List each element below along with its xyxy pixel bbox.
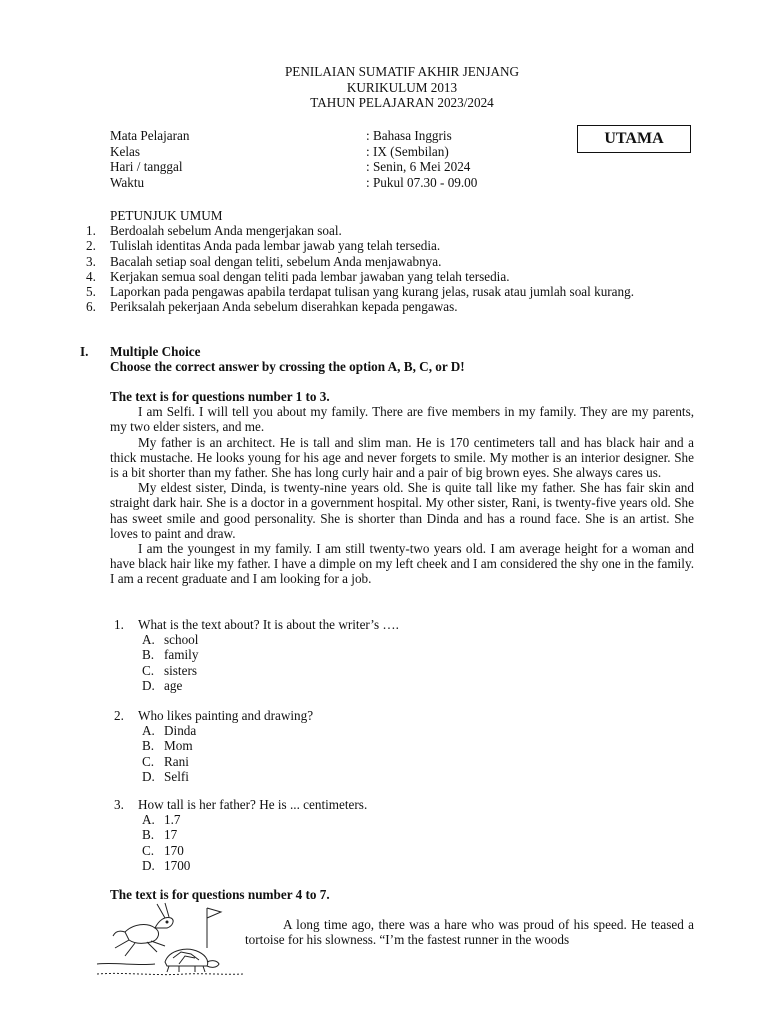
option-b[interactable] bbox=[114, 827, 514, 842]
info-value: : Bahasa Inggris bbox=[366, 128, 452, 143]
info-row-date bbox=[110, 159, 477, 175]
option-text: family bbox=[164, 647, 199, 663]
text-title: The text is for questions number 1 to 3. bbox=[110, 389, 330, 404]
option-letter: C. bbox=[142, 662, 155, 678]
question-text: How tall is her father? He is ... centimeters. bbox=[138, 797, 368, 812]
option-letter: C. bbox=[142, 842, 155, 858]
info-label: Kelas bbox=[110, 143, 141, 159]
question-1 bbox=[114, 617, 514, 693]
header-year: TAHUN PELAJARAN 2023/2024 bbox=[310, 95, 494, 110]
item-number: 3. bbox=[86, 253, 96, 269]
option-letter: D. bbox=[142, 677, 155, 693]
question-stem bbox=[114, 617, 514, 632]
item-text: Tulislah identitas Anda pada lembar jawab yang telah tersedia. bbox=[110, 238, 441, 254]
item-number: 4. bbox=[86, 268, 96, 284]
question-3 bbox=[114, 797, 514, 873]
section-title: Multiple Choice bbox=[110, 344, 201, 359]
option-letter: A. bbox=[142, 812, 155, 828]
option-d[interactable] bbox=[114, 678, 514, 693]
option-text: sisters bbox=[164, 662, 197, 678]
question-number: 3. bbox=[114, 797, 124, 812]
info-label: Mata Pelajaran bbox=[110, 128, 190, 143]
question-stem bbox=[114, 797, 514, 812]
option-c[interactable] bbox=[114, 843, 514, 858]
info-label: Hari / tanggal bbox=[110, 159, 183, 175]
item-text: Laporkan pada pengawas apabila terdapat tulisan yang kurang jelas, rusak atau jumlah soal kurang. bbox=[110, 284, 635, 299]
text-2-title: The text is for questions number 4 to 7. bbox=[110, 887, 330, 902]
paragraph: I am Selfi. I will tell you about my family. There are five members in my family. They are my parents, my two elder sisters, and me. bbox=[110, 404, 694, 435]
paragraph: My father is an architect. He is tall and slim man. He is 170 centimeters tall and has black hair and a thick mustache. He looks young for his age and never forgets to smile. My mother is an interior designer. She is a bit shorter than my father. She has long curly hair and a pair of big brown eyes. She always cares us. bbox=[110, 434, 694, 480]
instructions-title: PETUNJUK UMUM bbox=[110, 208, 223, 223]
item-number: 2. bbox=[86, 238, 96, 254]
option-a[interactable] bbox=[114, 723, 514, 738]
section-number: I. bbox=[80, 344, 89, 359]
option-letter: A. bbox=[142, 723, 155, 739]
list-item bbox=[86, 238, 694, 253]
option-letter: D. bbox=[142, 768, 155, 784]
option-letter: B. bbox=[142, 738, 155, 754]
info-row-class bbox=[110, 144, 477, 160]
option-text: 1.7 bbox=[164, 812, 181, 828]
item-number: 6. bbox=[86, 299, 96, 315]
info-value: : Pukul 07.30 - 09.00 bbox=[366, 174, 478, 190]
item-text: Kerjakan semua soal dengan teliti pada lembar jawaban yang telah tersedia. bbox=[110, 268, 510, 284]
paragraph: A long time ago, there was a hare who was proud of his speed. He teased a tortoise for his slowness. “I’m the fastest runner in the woods bbox=[245, 917, 694, 948]
option-a[interactable] bbox=[114, 632, 514, 647]
option-d[interactable] bbox=[114, 769, 514, 784]
option-text: age bbox=[164, 677, 183, 693]
info-value: : Senin, 6 Mei 2024 bbox=[366, 159, 471, 175]
info-row-subject bbox=[110, 128, 477, 144]
paragraph: I am the youngest in my family. I am still twenty-two years old. I am average height for a woman and have black hair like my father. I have a dimple on my left cheek and I am considered the shy one in the family. I am a recent graduate and I am looking for a job. bbox=[110, 541, 694, 587]
paragraph: My eldest sister, Dinda, is twenty-nine years old. She is quite tall like my father. She has fair skin and straight dark hair. She is a doctor in a government hospital. My other sister, Rani, is twenty-five years old. She has sweet smile and good personality. She is shorter than Dinda and has a round face. She is an artist. She loves to paint and draw. bbox=[110, 480, 694, 541]
option-letter: B. bbox=[142, 827, 155, 843]
option-text: Rani bbox=[164, 753, 189, 769]
section-multiple-choice bbox=[80, 344, 694, 374]
header-title: PENILAIAN SUMATIF AKHIR JENJANG bbox=[284, 64, 520, 79]
section-instruction: Choose the correct answer by crossing the option A, B, C, or D! bbox=[110, 359, 465, 375]
question-2 bbox=[114, 708, 514, 784]
option-text: 17 bbox=[164, 827, 178, 843]
reading-text-2 bbox=[245, 917, 694, 947]
option-d[interactable] bbox=[114, 858, 514, 873]
question-number: 2. bbox=[114, 708, 124, 723]
list-item bbox=[86, 254, 694, 269]
option-text: 170 bbox=[164, 842, 184, 858]
option-c[interactable] bbox=[114, 754, 514, 769]
option-letter: D. bbox=[142, 857, 155, 873]
item-number: 5. bbox=[86, 284, 96, 299]
question-number: 1. bbox=[114, 617, 124, 632]
option-text: Selfi bbox=[164, 768, 189, 784]
header-curriculum: KURIKULUM 2013 bbox=[346, 79, 458, 95]
option-c[interactable] bbox=[114, 663, 514, 678]
option-b[interactable] bbox=[114, 647, 514, 662]
option-text: Dinda bbox=[164, 723, 197, 739]
list-item bbox=[86, 299, 694, 314]
list-item bbox=[86, 269, 694, 284]
option-text: 1700 bbox=[164, 857, 191, 873]
question-text: Who likes painting and drawing? bbox=[138, 708, 314, 723]
utama-badge: UTAMA bbox=[577, 125, 691, 153]
option-letter: B. bbox=[142, 647, 155, 663]
hare-tortoise-illustration bbox=[95, 902, 245, 978]
info-label: Waktu bbox=[110, 174, 145, 190]
question-text: What is the text about? It is about the writer’s …. bbox=[138, 617, 399, 632]
option-b[interactable] bbox=[114, 738, 514, 753]
exam-header bbox=[0, 64, 768, 111]
general-instructions bbox=[86, 208, 694, 314]
section-heading bbox=[80, 344, 694, 359]
option-letter: A. bbox=[142, 632, 155, 648]
instructions-list bbox=[86, 223, 694, 314]
info-row-time bbox=[110, 175, 477, 191]
item-number: 1. bbox=[86, 223, 96, 239]
option-text: Mom bbox=[164, 738, 193, 754]
hare-tortoise-drawing bbox=[95, 902, 245, 978]
item-text: Periksalah pekerjaan Anda sebelum diserahkan kepada pengawas. bbox=[110, 299, 458, 315]
option-letter: C. bbox=[142, 753, 155, 769]
list-item bbox=[86, 284, 694, 299]
question-stem bbox=[114, 708, 514, 723]
item-text: Berdoalah sebelum Anda mengerjakan soal. bbox=[110, 223, 342, 239]
option-text: school bbox=[164, 632, 199, 648]
exam-info bbox=[110, 128, 477, 190]
info-value: : IX (Sembilan) bbox=[366, 143, 449, 159]
reading-text-1 bbox=[110, 389, 694, 587]
item-text: Bacalah setiap soal dengan teliti, sebelum Anda menjawabnya. bbox=[110, 253, 442, 269]
list-item bbox=[86, 223, 694, 238]
option-a[interactable] bbox=[114, 812, 514, 827]
